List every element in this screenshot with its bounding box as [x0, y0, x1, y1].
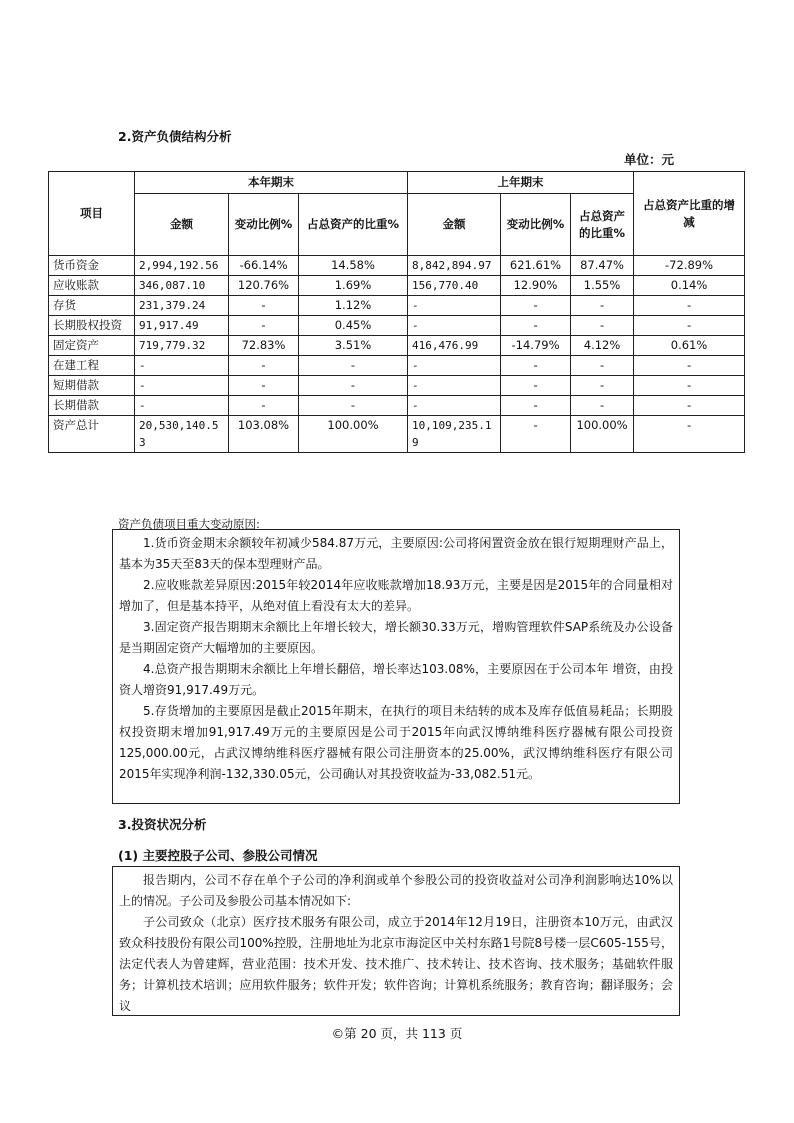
cell-current-amount: -	[135, 396, 229, 416]
table-row	[49, 416, 745, 453]
cell-current-change: 120.76%	[229, 276, 299, 296]
cell-current-share: 0.45%	[299, 316, 408, 336]
table-row	[49, 256, 745, 276]
table-row	[49, 396, 745, 416]
change-paragraph-5: 5.存货增加的主要原因是截止2015年期末，在执行的项目未结转的成本及库存低值易耗品；长期股权投资期末增加91,917.49万元的主要原因是公司于2015年向武汉博纳维科医疗器械有限公司投资125,000.00元，占武汉博纳维科医疗器械有限公司注册资本的25.00%，武汉博纳维科医疗有限公司2015年实现净利润-132,330.05元，公司确认对其投资收益为-33,082.51元。	[119, 704, 673, 781]
cell-share-delta: -72.89%	[634, 256, 745, 276]
group-prior-header: 上年期末	[408, 172, 634, 194]
table-row	[49, 336, 745, 356]
cell-share-delta: -	[634, 356, 745, 376]
cell-item: 长期股权投资	[49, 316, 135, 336]
cell-current-share: 14.58%	[299, 256, 408, 276]
cell-prior-amount: -	[408, 396, 501, 416]
cell-prior-share: -	[571, 316, 634, 336]
cell-current-amount: -	[135, 356, 229, 376]
cell-prior-change: 12.90%	[501, 276, 571, 296]
cell-item: 货币资金	[49, 256, 135, 276]
page-footer: ©第 20 页，共 113 页	[331, 1026, 463, 1041]
table-row	[49, 316, 745, 336]
table-header	[49, 172, 745, 256]
col-prior-share-header: 占总资产的比重%	[571, 194, 634, 256]
cell-item: 长期借款	[49, 396, 135, 416]
cell-share-delta: 0.14%	[634, 276, 745, 296]
col-prior-amount-header: 金额	[408, 194, 501, 256]
cell-prior-share: -	[571, 296, 634, 316]
changes-caption: 资产负债项目重大变动原因:	[118, 517, 260, 531]
cell-item: 应收账款	[49, 276, 135, 296]
cell-current-share: -	[299, 356, 408, 376]
cell-current-amount: 91,917.49	[135, 316, 229, 336]
cell-current-amount: 346,087.10	[135, 276, 229, 296]
cell-prior-change: -	[501, 316, 571, 336]
section-2-title: 2.资产负债结构分析	[118, 129, 232, 144]
cell-prior-share: -	[571, 356, 634, 376]
cell-current-amount: -	[135, 376, 229, 396]
cell-prior-share: 87.47%	[571, 256, 634, 276]
cell-prior-amount: 156,770.40	[408, 276, 501, 296]
cell-current-share: 3.51%	[299, 336, 408, 356]
col-prior-change-header: 变动比例%	[501, 194, 571, 256]
cell-prior-change: 621.61%	[501, 256, 571, 276]
subsidiary-paragraph-1: 报告期内，公司不存在单个子公司的净利润或单个参股公司的投资收益对公司净利润影响达10%以上的情况。子公司及参股公司基本情况如下:	[119, 873, 673, 908]
subsidiary-paragraph-2: 子公司致众（北京）医疗技术服务有限公司，成立于2014年12月19日，注册资本10万元，由武汉致众科技股份有限公司100%控股，注册地址为北京市海淀区中关村东路1号院8号楼一层C605-155号，法定代表人为曾建辉，营业范围：技术开发、技术推广、技术转让、技术咨询、技术服务；基础软件服务；计算机技术培训；应用软件服务；软件开发；软件咨询；计算机系统服务；教育咨询；翻译服务；会议	[119, 915, 673, 1013]
cell-current-share: 100.00%	[299, 416, 408, 453]
cell-share-delta: -	[634, 396, 745, 416]
cell-share-delta: -	[634, 376, 745, 396]
cell-current-share: 1.69%	[299, 276, 408, 296]
cell-prior-share: -	[571, 376, 634, 396]
cell-prior-share: 4.12%	[571, 336, 634, 356]
cell-current-amount: 231,379.24	[135, 296, 229, 316]
cell-current-change: -	[229, 396, 299, 416]
cell-prior-change: -	[501, 296, 571, 316]
cell-current-change: 103.08%	[229, 416, 299, 453]
cell-prior-amount: -	[408, 356, 501, 376]
cell-prior-change: -	[501, 376, 571, 396]
table-body	[49, 256, 745, 453]
cell-current-change: 72.83%	[229, 336, 299, 356]
cell-current-change: -	[229, 296, 299, 316]
cell-share-delta: -	[634, 316, 745, 336]
cell-prior-amount: 416,476.99	[408, 336, 501, 356]
group-current-header: 本年期末	[135, 172, 408, 194]
cell-current-change: -	[229, 376, 299, 396]
changes-explanation-box	[112, 529, 680, 804]
cell-item: 短期借款	[49, 376, 135, 396]
cell-current-change: -	[229, 356, 299, 376]
cell-current-share: -	[299, 376, 408, 396]
cell-prior-share: 100.00%	[571, 416, 634, 453]
unit-label: 单位：元	[623, 152, 674, 167]
cell-share-delta: 0.61%	[634, 336, 745, 356]
cell-item: 存货	[49, 296, 135, 316]
col-current-share-header: 占总资产的比重%	[299, 194, 408, 256]
cell-prior-change: -14.79%	[501, 336, 571, 356]
cell-item: 固定资产	[49, 336, 135, 356]
cell-prior-share: -	[571, 396, 634, 416]
balance-sheet-table	[48, 171, 745, 453]
cell-prior-change: -	[501, 356, 571, 376]
cell-current-change: -	[229, 316, 299, 336]
col-current-change-header: 变动比例%	[229, 194, 299, 256]
cell-prior-amount: 10,109,235.19	[408, 416, 501, 453]
table-row	[49, 296, 745, 316]
change-paragraph-3: 3.固定资产报告期期末余额比上年增长较大，增长额30.33万元，增购管理软件SAP系统及办公设备是当期固定资产大幅增加的主要原因。	[119, 620, 673, 655]
cell-share-delta: -	[634, 416, 745, 453]
cell-current-amount: 2,994,192.56	[135, 256, 229, 276]
change-paragraph-4: 4.总资产报告期期末余额比上年增长翻倍，增长率达103.08%，主要原因在于公司本年 增资，由投资人增资91,917.49万元。	[119, 662, 673, 697]
cell-item: 资产总计	[49, 416, 135, 453]
table-row	[49, 356, 745, 376]
cell-current-change: -66.14%	[229, 256, 299, 276]
cell-current-share: 1.12%	[299, 296, 408, 316]
cell-prior-change: -	[501, 416, 571, 453]
subsidiary-info-box	[112, 866, 680, 1016]
cell-prior-change: -	[501, 396, 571, 416]
cell-prior-amount: 8,842,894.97	[408, 256, 501, 276]
cell-prior-amount: -	[408, 376, 501, 396]
cell-current-amount: 719,779.32	[135, 336, 229, 356]
cell-item: 在建工程	[49, 356, 135, 376]
col-share-delta-header: 占总资产比重的增减	[634, 172, 745, 256]
cell-prior-amount: -	[408, 296, 501, 316]
cell-prior-share: 1.55%	[571, 276, 634, 296]
col-item-header: 项目	[49, 172, 135, 256]
cell-prior-amount: -	[408, 316, 501, 336]
table-row	[49, 276, 745, 296]
cell-share-delta: -	[634, 296, 745, 316]
cell-current-share: -	[299, 396, 408, 416]
change-paragraph-2: 2.应收账款差异原因:2015年较2014年应收账款增加18.93万元，主要是因是2015年的合同量相对增加了，但是基本持平，从绝对值上看没有太大的差异。	[119, 578, 673, 613]
section-3-title: 3.投资状况分析	[118, 817, 207, 832]
subsection-1-title: (1) 主要控股子公司、参股公司情况	[118, 848, 318, 863]
col-current-amount-header: 金额	[135, 194, 229, 256]
cell-current-amount: 20,530,140.53	[135, 416, 229, 453]
change-paragraph-1: 1.货币资金期末余额较年初减少584.87万元，主要原因:公司将闲置资金放在银行短期理财产品上，基本为35天至83天的保本型理财产品。	[119, 536, 673, 571]
table-row	[49, 376, 745, 396]
